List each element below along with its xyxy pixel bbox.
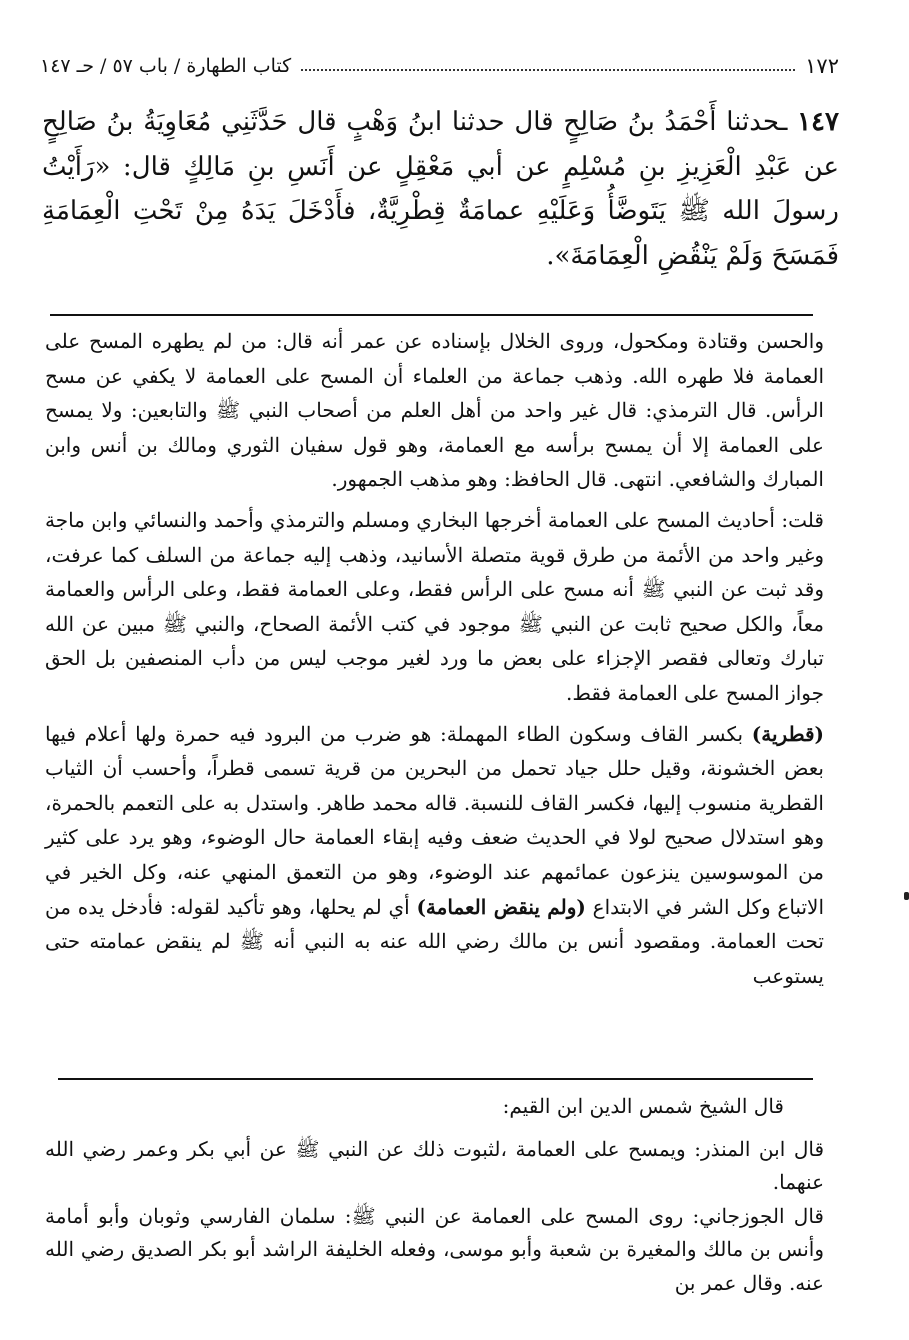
hadith-text-block bbox=[42, 100, 839, 278]
commentary-paragraph-3-part-a: بكسر القاف وسكون الطاء المهملة: هو ضرب من البرود فيه حمرة ولها أعلام فيها بعض الخشونة، وقيل حلل جياد تحمل من البحرين من قرية تسمى قطراً، وأحسب أن الثياب القطرية منسوب إليها، فكسر القاف للنسبة. قاله محمد طاهر. واستدل به على التعمم بالحمرة، وهو استدلال صحيح لولا في الحديث ضعف وفيه إبقاء العمامة حال الوضوء، وهو يرد على كثير من الموسوسين ينزعون عمائمهم عند الوضوء، وهو من التعمق المنهي عنه، وكل الخير في الاتباع وكل الشر في الابتداع bbox=[45, 721, 825, 919]
ibn-qayyim-line-1: قال ابن المنذر: ويمسح على العمامة ،لثبوت ذلك عن النبي ﷺ عن أبي بكر وعمر رضي الله عنهما. bbox=[45, 1136, 824, 1194]
hadith-number: ١٤٧ bbox=[797, 107, 839, 137]
commentary-paragraph-2: قلت: أحاديث المسح على العمامة أخرجها البخاري ومسلم والترمذي وأحمد والنسائي وابن ماجة وغير واحد من الأئمة من طرق قوية متصلة الأسانيد، وذهب إليه جماعة من السلف كما عرفت، وقد ثبت عن النبي ﷺ أنه مسح على الرأس فقط، وعلى العمامة فقط، وعلى الرأس والعمامة معاً، والكل صحيح ثابت عن النبي ﷺ موجود في كتب الأئمة الصحاح، والنبي ﷺ مبين عن الله تبارك وتعالى فقصر الإجزاء على بعض ما ورد لغير موجب ليس من دأب المنصفين بل الحق جواز المسح على العمامة فقط. bbox=[45, 507, 824, 705]
commentary-paragraph-3 bbox=[45, 717, 824, 994]
term-qatriyya: (قطرية) bbox=[751, 721, 824, 746]
running-title: كتاب الطهارة / باب ٥٧ / حـ ١٤٧ bbox=[40, 55, 292, 77]
header-dotted-leader bbox=[301, 69, 795, 71]
scan-speck bbox=[904, 892, 909, 900]
commentary-paragraph-1: والحسن وقتادة ومكحول، وروى الخلال بإسناده عن عمر أنه قال: من لم يطهره المسح على العمامة فلا طهره الله. وذهب جماعة من العلماء أن المسح على العمامة لا يكفي عن مسح الرأس. قال الترمذي: قال غير واحد من أهل العلم من أصحاب النبي ﷺ والتابعين: ولا يمسح على العمامة إلا أن يمسح برأسه مع العمامة، وهو قول سفيان الثوري ومالك بن أنس وابن المبارك والشافعي. انتهى. قال الحافظ: وهو مذهب الجمهور. bbox=[45, 329, 824, 492]
term-lam-yanqud: (ولم ينقض العمامة) bbox=[416, 894, 586, 919]
page-number: ١٧٢ bbox=[805, 54, 839, 78]
ibn-qayyim-section bbox=[45, 1090, 824, 1300]
page-header bbox=[40, 48, 839, 84]
bottom-divider bbox=[58, 1078, 813, 1080]
commentary-block bbox=[45, 324, 824, 993]
ibn-qayyim-line-2: قال الجوزجاني: روى المسح على العمامة عن النبي ﷺ: سلمان الفارسي وثوبان وأبو أمامة وأنس بن مالك والمغيرة بن شعبة وأبو موسى، وفعله الخليفة الراشد أبو بكر الصديق رضي الله عنه. وقال عمر بن bbox=[45, 1203, 824, 1295]
ibn-qayyim-title: قال الشيخ شمس الدين ابن القيم: bbox=[502, 1094, 784, 1118]
hadith-text: ـحدثنا أَحْمَدُ بنُ صَالِحٍ قال حدثنا ابنُ وَهْبٍ قال حَدَّثَنِي مُعَاوِيَةُ بنُ صَالِحٍ عن عَبْدِ الْعَزِيزِ بنِ مُسْلِمٍ عن أبي مَعْقِلٍ عن أَنَسِ بنِ مَالِكٍ قال: «رَأَيْتُ رسولَ الله ﷺ يَتَوضَّأُ وَعَلَيْهِ عمامَةٌ قِطْرِيَّةٌ، فأَدْخَلَ يَدَهُ مِنْ تَحْتِ الْعِمَامَةِ فَمَسَحَ وَلَمْ يَنْقُضِ الْعِمَامَةَ». bbox=[42, 107, 839, 271]
commentary-paragraph-3-part-b: أي لم يحلها، وهو تأكيد لقوله: فأدخل يده من تحت العمامة. ومقصود أنس بن مالك رضي الله عنه به النبي أنه ﷺ لم ينقض عمامته حتى يستوعب bbox=[45, 894, 824, 988]
top-divider bbox=[50, 314, 813, 316]
